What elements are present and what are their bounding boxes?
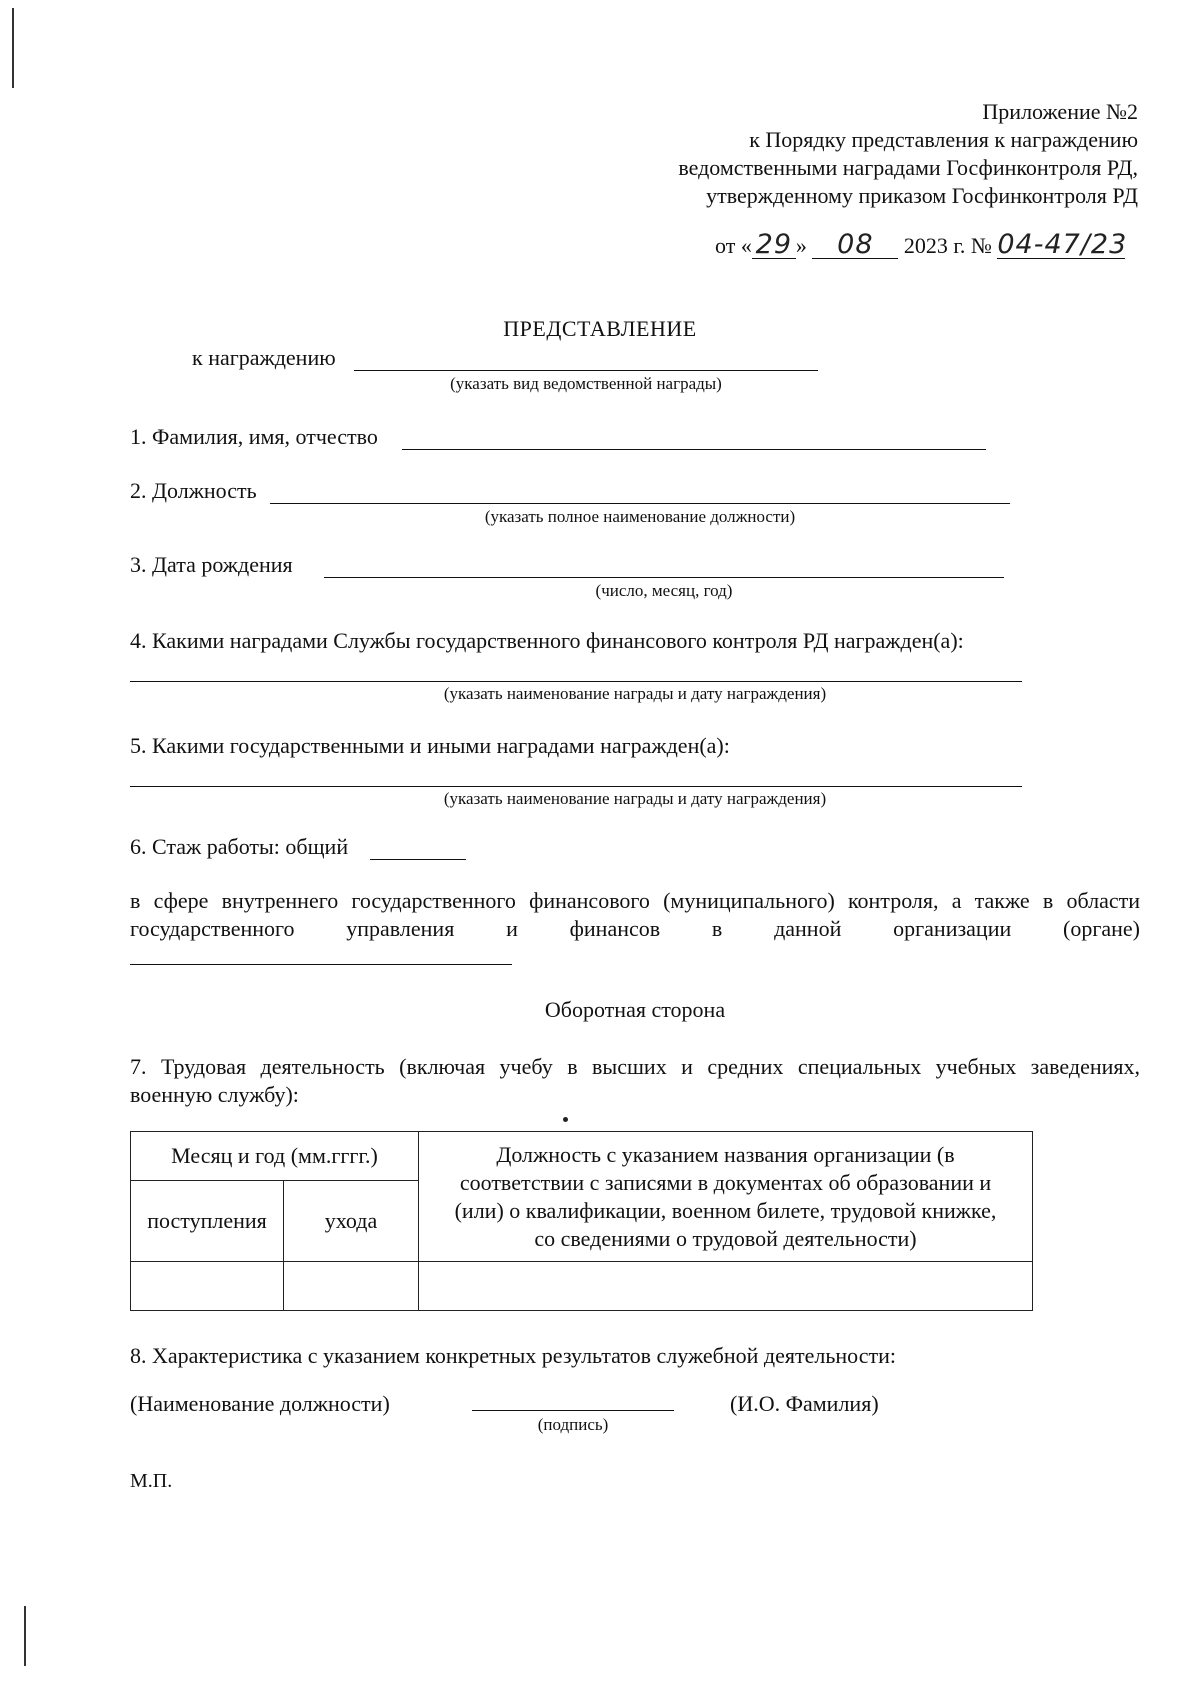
table-header-end: ухода: [284, 1181, 419, 1262]
state-awards-label: 5. Какими государственными и иными наградами награжден(а):: [130, 733, 730, 758]
signature-position: (Наименование должности): [130, 1391, 390, 1416]
order-year-number-label: 2023 г. №: [903, 233, 992, 258]
service-awards-fill-line: [130, 681, 1022, 682]
order-month-handwritten: 08: [812, 232, 898, 259]
back-side-title: Оборотная сторона: [544, 997, 726, 1022]
birth-label: 3. Дата рождения: [130, 552, 293, 577]
work-heading-line-2: военную службу):: [130, 1082, 299, 1107]
signature-line: [472, 1410, 674, 1411]
characteristic-label: 8. Характеристика с указанием конкретных результатов служебной деятельности:: [130, 1343, 896, 1368]
experience-label: 6. Стаж работы: общий: [130, 834, 349, 859]
appendix-line-1: Приложение №2: [982, 99, 1138, 124]
order-quote-close: »: [795, 233, 807, 258]
signature-name: (И.О. Фамилия): [730, 1391, 879, 1416]
order-date-prefix: от «: [715, 233, 752, 258]
experience-fill-line: [370, 859, 466, 860]
work-history-table: [130, 1131, 1033, 1311]
table-header-description-line-3: (или) о квалификации, военном билете, трудовой книжке,: [454, 1197, 997, 1223]
award-label: к награждению: [192, 345, 336, 370]
award-fill-line: [354, 370, 818, 371]
experience-sphere-line-2: государственного управления и финансов в данной организации (органе): [130, 916, 1140, 941]
experience-sphere-fill-line: [130, 964, 512, 965]
service-awards-label: 4. Какими наградами Службы государственного финансового контроля РД награжден(а):: [130, 628, 964, 653]
position-note: (указать полное наименование должности): [484, 507, 796, 526]
state-awards-note: (указать наименование награды и дату награждения): [443, 789, 827, 808]
scan-edge-mark-top: [12, 8, 14, 88]
appendix-line-4: утвержденному приказом Госфинконтроля РД: [706, 183, 1138, 208]
scan-dot: [563, 1117, 568, 1122]
stamp-place: М.П.: [130, 1470, 173, 1492]
table-header-start: поступления: [131, 1181, 284, 1262]
table-header-description-line-4: со сведениями о трудовой деятельности): [534, 1225, 917, 1251]
table-cell-end: [284, 1262, 419, 1311]
appendix-header: [578, 98, 1138, 210]
position-label: 2. Должность: [130, 478, 257, 503]
birth-note: (число, месяц, год): [595, 581, 733, 600]
appendix-line-2: к Порядку представления к награждению: [749, 127, 1138, 152]
scan-edge-mark-bottom: [24, 1606, 26, 1666]
birth-fill-line: [324, 577, 1004, 578]
order-day-handwritten: 29: [752, 232, 796, 259]
order-number-handwritten: 04-47/23: [997, 229, 1128, 260]
table-header-period: Месяц и год (мм.гггг.): [131, 1132, 419, 1181]
award-note: (указать вид ведомственной награды): [450, 374, 722, 393]
fio-label: 1. Фамилия, имя, отчество: [130, 424, 378, 449]
fio-fill-line: [402, 449, 986, 450]
table-header-description: [419, 1132, 1033, 1262]
signature-note: (подпись): [537, 1415, 609, 1434]
state-awards-fill-line: [130, 786, 1022, 787]
experience-sphere-line-1: в сфере внутреннего государственного финансового (муниципального) контроля, а также в области: [130, 888, 1140, 913]
table-cell-start: [131, 1262, 284, 1311]
position-fill-line: [270, 503, 1010, 504]
table-header-description-line-1: Должность с указанием названия организации (в: [496, 1141, 955, 1167]
work-heading-line-1: 7. Трудовая деятельность (включая учебу в высших и средних специальных учебных заведениях,: [130, 1054, 1140, 1079]
table-header-description-line-2: соответствии с записями в документах об образовании и: [459, 1169, 992, 1195]
order-date-line: [715, 229, 1128, 260]
document-title: ПРЕДСТАВЛЕНИЕ: [503, 316, 697, 341]
appendix-line-3: ведомственными наградами Госфинконтроля РД,: [678, 155, 1138, 180]
service-awards-note: (указать наименование награды и дату награждения): [443, 684, 827, 703]
table-cell-description: [419, 1262, 1033, 1311]
